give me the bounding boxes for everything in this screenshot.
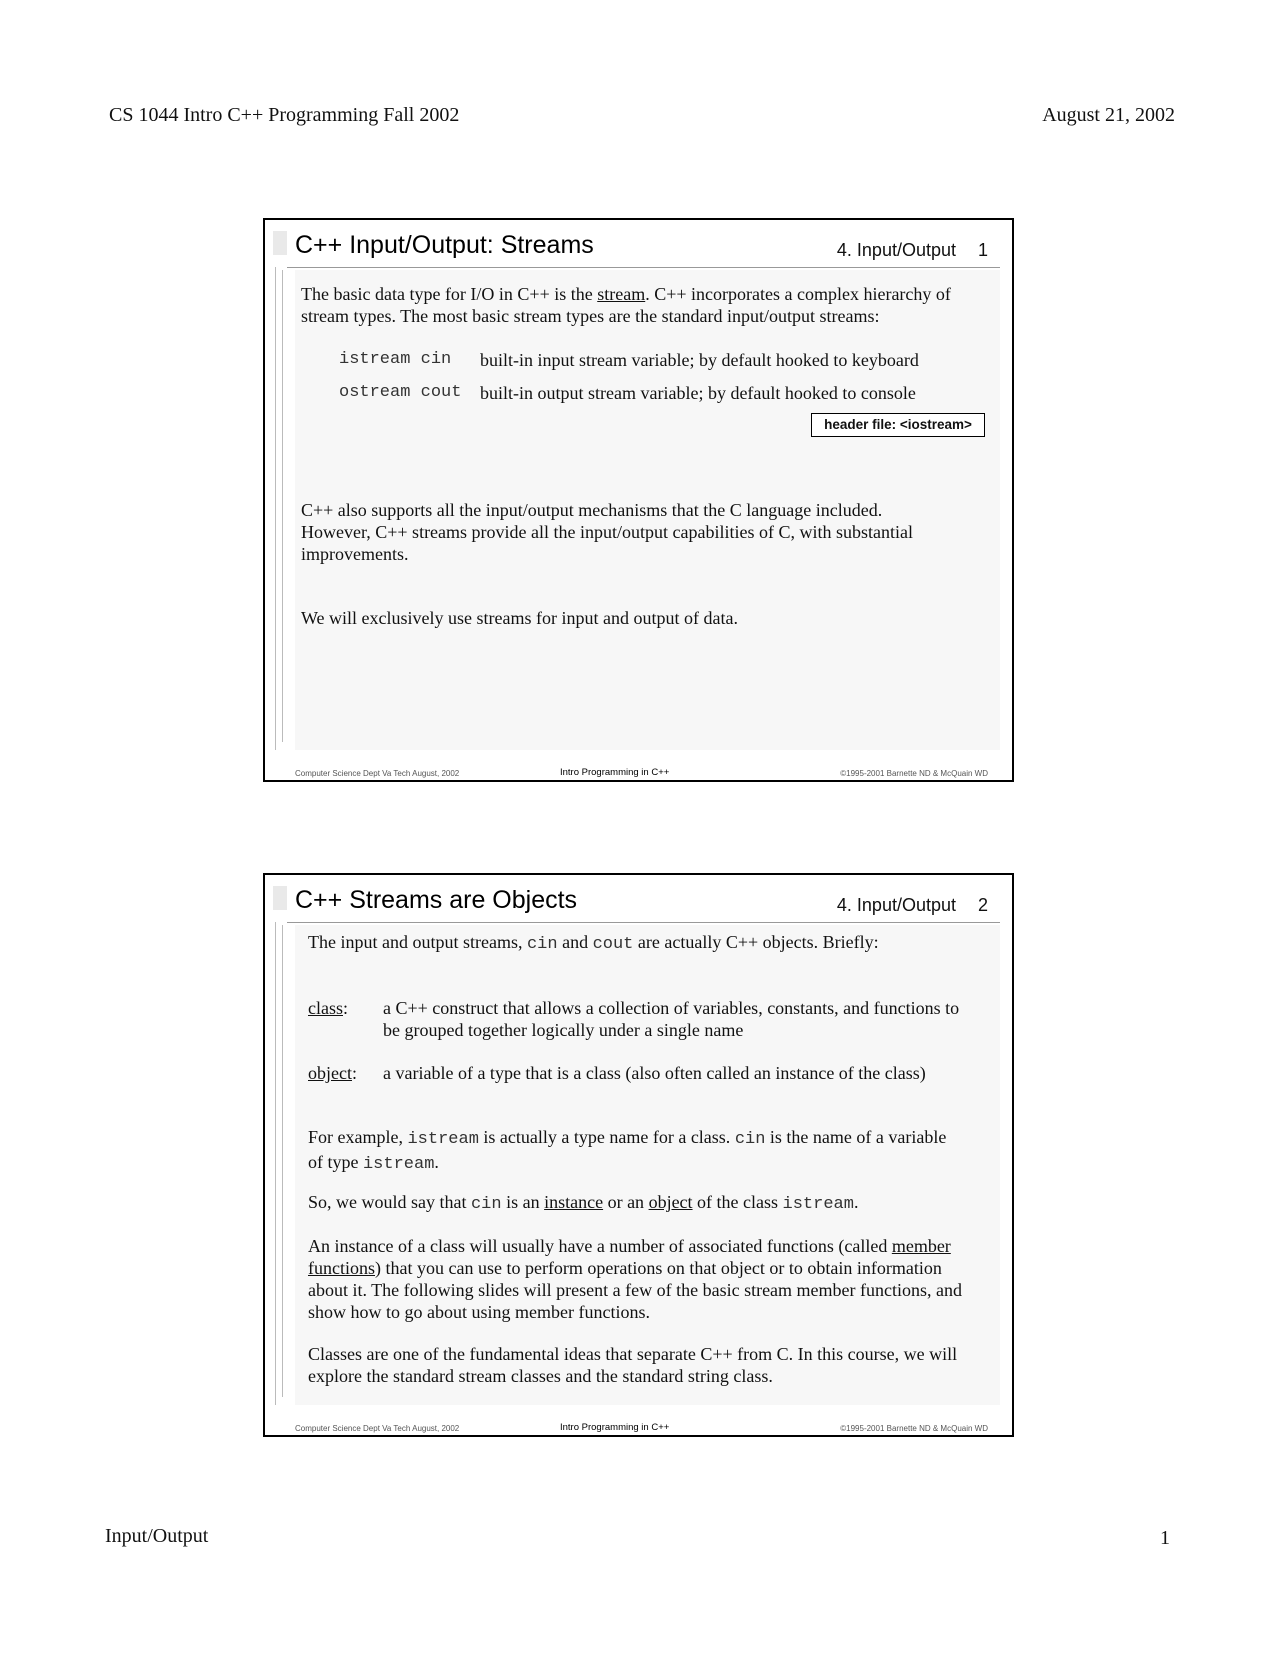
page-header-course: CS 1044 Intro C++ Programming Fall 2002 <box>109 104 460 126</box>
page-number: 1 <box>1160 1527 1170 1549</box>
title-divider <box>287 922 1000 923</box>
term-class: class: <box>308 998 349 1018</box>
page-footer-topic: Input/Output <box>105 1525 209 1547</box>
slide-footer-copyright: ©1995-2001 Barnette ND & McQuain WD <box>840 1424 988 1433</box>
row-desc: built-in input stream variable; by default hooked to keyboard <box>480 350 919 370</box>
slide-footer-copyright: ©1995-2001 Barnette ND & McQuain WD <box>840 769 988 778</box>
paragraph: The input and output streams, cin and cout are actually C++ objects. Briefly: <box>308 932 879 954</box>
code-ostream-cout: ostream cout <box>339 383 462 402</box>
definition: a C++ construct that allows a collection of variables, constants, and functions to be grouped together logically under a single name <box>383 998 960 1040</box>
slide-section: 4. Input/Output <box>836 240 956 260</box>
slide-body <box>295 925 1000 1405</box>
slide-rule <box>275 922 276 1405</box>
slide-tab-decoration <box>273 886 287 910</box>
paragraph: Classes are one of the fundamental ideas that separate C++ from C. In this course, we will explore the standard stream classes and the standard string class. <box>308 1344 958 1386</box>
paragraph: The basic data type for I/O in C++ is the stream. C++ incorporates a complex hierarchy of stream types. The most basic stream types are the standard input/output streams: <box>301 284 951 326</box>
slide-footer-course: Intro Programming in C++ <box>560 767 670 778</box>
paragraph: For example, istream is actually a type name for a class. cin is the name of a variable of type istream. <box>308 1127 947 1174</box>
slide-number: 1 <box>977 240 988 260</box>
slide-title: C++ Streams are Objects <box>295 886 578 914</box>
slide-2 <box>263 873 1014 1437</box>
term-object: object: <box>308 1063 357 1083</box>
slide-title: C++ Input/Output: Streams <box>295 231 594 259</box>
slide-body <box>295 270 1000 750</box>
slide-rule <box>275 267 276 750</box>
slide-tab-decoration <box>273 231 287 255</box>
slide-rule <box>282 270 283 742</box>
slide-section: 4. Input/Output <box>836 895 956 915</box>
paragraph: An instance of a class will usually have a number of associated functions (called member functions) that you can use to perform operations on that object or to obtain information about it. The following slides will present a few of the basic stream member functions, and show how to go about using member functions. <box>308 1236 963 1322</box>
slide-rule <box>282 925 283 1397</box>
row-desc: built-in output stream variable; by default hooked to console <box>480 383 916 403</box>
title-divider <box>287 267 1000 268</box>
slide-footer-dept: Computer Science Dept Va Tech August, 2002 <box>295 769 460 778</box>
paragraph: C++ also supports all the input/output mechanisms that the C language included. However, C++ streams provide all the input/output capabilities of C, with substantial improvements. <box>301 500 913 564</box>
paragraph: We will exclusively use streams for input and output of data. <box>301 608 738 628</box>
paragraph: So, we would say that cin is an instance or an object of the class istream. <box>308 1192 859 1214</box>
slide-footer-course: Intro Programming in C++ <box>560 1422 670 1433</box>
header-file-box: header file: <iostream> <box>811 413 985 437</box>
slide-1 <box>263 218 1014 782</box>
definition: a variable of a type that is a class (also often called an instance of the class) <box>383 1063 926 1083</box>
slide-footer-dept: Computer Science Dept Va Tech August, 2002 <box>295 1424 460 1433</box>
code-istream-cin: istream cin <box>339 350 452 369</box>
term-stream: stream <box>597 284 646 304</box>
slide-number: 2 <box>977 895 988 915</box>
page-header-date: August 21, 2002 <box>1042 104 1175 126</box>
